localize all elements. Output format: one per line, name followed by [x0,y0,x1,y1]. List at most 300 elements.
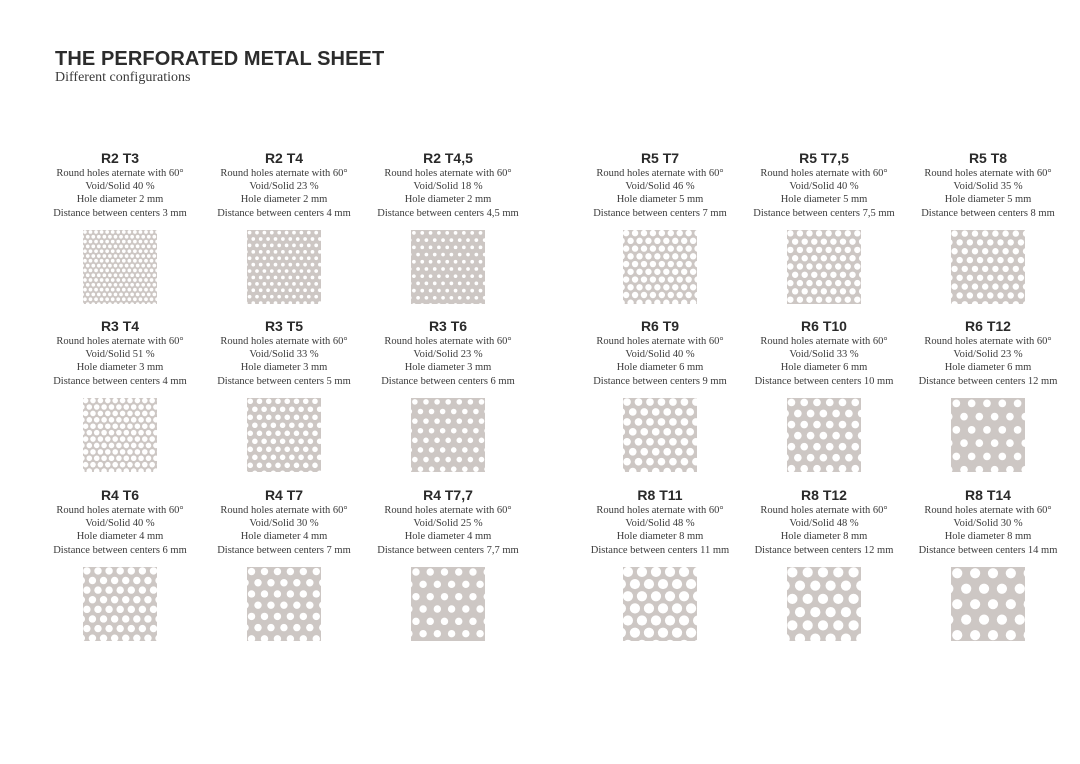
perforation-hole [429,231,433,235]
perforation-hole [144,615,151,622]
center-distance-text: Distance between centers 14 mm [918,544,1058,556]
perforation-hole [685,230,691,236]
perforation-hole [94,249,98,253]
perforation-hole [845,296,851,302]
perforation-hole [288,250,292,254]
perforation-hole [293,601,300,608]
perforation-hole [89,249,93,253]
perforation-hole [139,567,146,574]
perforation-hole [806,263,812,269]
perforation-hole [122,230,126,234]
perforation-hole [116,268,120,272]
perforation-hole [247,446,253,452]
perforation-hole [105,410,111,416]
perforation-hole [274,275,278,279]
perforation-hole [266,430,272,436]
perforation-hole [668,230,674,236]
config-card [368,150,528,304]
perforation-hole [629,408,637,416]
perforation-hole [298,438,304,444]
perforation-hole [130,254,134,258]
perforation-hole [818,620,828,630]
perforation-hole [419,580,426,587]
perforation-hole [445,274,449,278]
perforation-hole [83,297,87,301]
perforation-hole [281,237,285,241]
perforation-hole [479,231,483,235]
perforation-hole [311,237,315,241]
perforation-hole [277,269,281,273]
perforation-hole [1008,257,1014,263]
perforation-hole [114,235,118,239]
perforation-hole [840,238,846,244]
perforation-hole [275,462,281,468]
perforation-hole [420,289,424,293]
perforation-hole [652,408,660,416]
perforation-hole [813,398,821,406]
config-code: R3 T4 [100,318,140,334]
perforation-hole [284,446,290,452]
perforation-hole [685,292,691,298]
perforation-hole [951,230,957,236]
perforation-hole [314,282,318,286]
perforation-hole [119,273,123,277]
perforation-hole [83,625,90,632]
perforation-hole [141,254,145,258]
perforation-hole [637,567,647,577]
perforation-hole [152,273,156,277]
perforation-hole [1015,614,1025,624]
perforation-hole [101,404,107,410]
perforation-hole [255,282,259,286]
perforation-hole [418,409,424,415]
perforation-hole [658,398,666,406]
perforation-hole [141,283,145,287]
perforation-hole [285,231,289,235]
perforation-hole [284,462,290,468]
perforation-hole [312,398,318,404]
hole-arrangement-text: Round holes aternate with 60° [596,336,724,347]
config-code: R2 T4 [264,150,304,166]
perforation-hole [998,452,1006,460]
perforation-hole [646,438,654,446]
void-solid-ratio-text: Void/Solid 48 % [625,518,695,530]
perforation-hole [293,624,300,631]
perforation-hole [437,289,441,293]
perforation-hole [300,282,304,286]
perforation-hole [997,274,1003,280]
perforation-hole [623,398,631,406]
perforation-hole [277,295,281,299]
perforation-hole [266,398,272,404]
perforation-hole [672,268,678,274]
perforation-hole [475,281,479,285]
perforation-hole [83,586,90,593]
perforation-hole [462,231,466,235]
perforation-hole [825,280,831,286]
perforation-hole [136,254,140,258]
perforation-hole [150,586,157,593]
perforation-hole [841,607,851,617]
perforation-pattern [787,567,861,641]
void-solid-ratio-text: Void/Solid 48 % [789,518,859,530]
perforation-hole [285,256,289,260]
perforation-hole [263,231,267,235]
perforation-hole [300,256,304,260]
perforation-pattern [623,567,697,641]
perforation-hole [285,295,289,299]
perforation-hole [992,248,998,254]
void-solid-ratio-text: Void/Solid 23 % [413,349,483,361]
perforation-hole [800,398,808,406]
hole-arrangement-text: Round holes aternate with 60° [384,336,512,347]
perforation-hole [412,399,418,405]
perforation-hole [840,255,846,261]
perforation-hole [441,296,445,300]
perforation-hole [445,245,449,249]
perforation-hole [802,288,808,294]
perforation-hole [982,230,988,236]
perforation-hole [623,245,629,251]
perforation-hole [826,580,836,590]
perforation-hole [987,239,993,245]
perforation-hole [311,288,315,292]
perforation-hole [261,422,267,428]
perforation-hole [314,295,318,299]
perforation-hole [97,254,101,258]
perforation-hole [130,292,134,296]
perforation-hole [131,455,137,461]
perforation-hole [127,297,131,301]
perforation-hole [821,238,827,244]
perforation-hole [144,259,148,263]
perforation-hole [271,454,277,460]
perforation-hole [462,428,468,434]
perforation-hole [144,268,148,272]
config-code: R6 T12 [965,318,1011,334]
perforation-hole [83,259,87,263]
perforation-pattern [951,230,1025,304]
perforation-hole [116,278,120,282]
perforation-hole [972,266,978,272]
perforation-hole [136,292,140,296]
perforation-hole [86,273,90,277]
perforation-hole [135,449,141,455]
perforation-hole [972,230,978,236]
perforation-hole [665,591,675,601]
center-distance-text: Distance between centers 11 mm [590,544,730,556]
perforation-hole [992,283,998,289]
perforation-hole [254,579,261,586]
perforation-hole [94,404,100,410]
hole-diameter-text: Hole diameter 4 mm [240,531,328,543]
perforation-hole [663,268,669,274]
perforation-hole [127,462,133,468]
hole-arrangement-text: Round holes aternate with 60° [924,168,1052,179]
perforation-hole [833,567,843,577]
perforation-hole [150,230,154,234]
perforation-hole [1013,230,1019,236]
perforation-hole [970,599,980,609]
perforation-hole [650,245,656,251]
perforation-hole [1002,230,1008,236]
perforation-hole [105,449,111,455]
perforation-hole [98,423,104,429]
perforation-hole [668,261,674,267]
perforation-hole [806,230,812,236]
perforation-hole [94,278,98,282]
perforation-hole [263,269,267,273]
perforation-hole [418,447,424,453]
perforation-hole [89,577,96,584]
perforation-hole [257,430,263,436]
perforation-hole [849,594,859,604]
perforation-hole [116,288,120,292]
perforation-hole [135,462,141,468]
perforation-hole [797,296,803,302]
perforation-hole [311,250,315,254]
perforation-hole [1015,583,1025,593]
perforation-hole [94,567,101,574]
perforation-hole [623,567,633,577]
perforation-hole [90,462,96,468]
perforation-hole [813,443,821,451]
perforation-hole [429,274,433,278]
perforation-hole [116,259,120,263]
perforation-hole [470,231,474,235]
perforation-hole [445,457,451,463]
perforation-hole [83,449,88,455]
perforation-hole [454,245,458,249]
perforation-hole [419,605,426,612]
perforation-hole [434,399,440,405]
perforation-hole [289,422,295,428]
perforation-hole [681,237,687,243]
perforation-hole [441,253,445,257]
perforation-hole [139,230,143,234]
perforation-hole [849,255,855,261]
perforation-hole [835,280,841,286]
hole-arrangement-text: Round holes aternate with 60° [384,505,512,516]
perforation-hole [802,255,808,261]
perforation-hole [679,567,689,577]
perforation-hole [659,292,665,298]
perforation-hole [468,437,474,443]
void-solid-ratio-text: Void/Solid 51 % [85,349,155,361]
perforation-hole [420,245,424,249]
perforation-hole [820,432,828,440]
perforation-hole [462,605,469,612]
hole-diameter-text: Hole diameter 2 mm [404,194,492,206]
perforation-hole [416,253,420,257]
perforation-hole [312,414,318,420]
perforation-hole [423,437,429,443]
perforation-hole [636,237,642,243]
perforation-hole [94,240,98,244]
perforation-hole [830,255,836,261]
perforation-hole [951,266,957,272]
hole-diameter-text: Hole diameter 6 mm [780,362,868,374]
perforation-hole [646,398,654,406]
perforation-hole [108,273,112,277]
perforation-hole [810,580,820,590]
perforation-hole [116,567,123,574]
perforation-hole [86,292,90,296]
perforation-hole [251,275,255,279]
config-card [204,150,364,304]
perforation-hole [429,245,433,249]
perforation-hole [646,418,654,426]
perforation-hole [251,288,255,292]
perforation-hole [116,240,120,244]
perforation-hole [840,288,846,294]
void-solid-ratio-text: Void/Solid 33 % [249,349,319,361]
perforation-hole [146,417,152,423]
perforation-hole [280,624,287,631]
perforation-hole [454,274,458,278]
perforation-hole [255,243,259,247]
perforation-hole [1014,452,1022,460]
config-code: R8 T11 [637,487,683,503]
perforation-hole [130,244,134,248]
perforation-hole [1006,599,1016,609]
perforation-hole [87,430,93,436]
perforation-hole [307,231,311,235]
perforation-hole [433,296,437,300]
perforation-hole [637,591,647,601]
perforation-hole [111,268,115,272]
perforation-hole [833,594,843,604]
perforation-hole [266,288,270,292]
perforation-hole [960,413,968,421]
perforation-hole [83,249,87,253]
perforation-hole [839,443,847,451]
perforation-hole [434,630,441,637]
perforation-hole [139,288,143,292]
perforation-hole [314,256,318,260]
perforation-hole [681,438,689,446]
perforation-hole [303,275,307,279]
perforation-hole [280,601,287,608]
perforation-hole [475,238,479,242]
perforation-hole [644,627,654,637]
perforation-hole [94,297,98,301]
perforation-hole [280,579,287,586]
perforation-hole [968,399,976,407]
hole-diameter-text: Hole diameter 3 mm [240,362,328,374]
perforation-hole [142,462,148,468]
perforation-hole [997,614,1007,624]
perforation-hole [98,410,104,416]
perforation-hole [294,414,300,420]
perforation-hole [150,278,154,282]
perforation-hole [149,462,155,468]
perforation-hole [1008,292,1014,298]
perforation-hole [811,255,817,261]
perforation-hole [677,245,683,251]
perforation-hole [425,267,429,271]
perforation-hole [90,436,96,442]
perforation-hole [259,250,263,254]
perforation-hole [445,260,449,264]
perforation-hole [663,448,671,456]
perforation-hole [109,455,115,461]
perforation-hole [114,254,118,258]
perforation-hole [281,288,285,292]
perforation-hole [665,615,675,625]
perforation-hole [307,269,311,273]
perforation-hole [127,259,131,263]
perforation-hole [797,230,803,236]
perforation-hole [133,230,137,234]
perforation-hole [111,577,118,584]
perforation-hole [473,409,479,415]
perforation-hole [300,269,304,273]
perforation-hole [437,274,441,278]
perforation-hole [101,417,107,423]
perforation-hole [961,583,971,593]
perforation-hole [105,398,111,403]
perforation-hole [635,458,643,466]
perforation-hole [627,284,633,290]
config-card [580,318,740,472]
perforation-hole [441,593,448,600]
perforation-hole [303,414,309,420]
perforation-hole [641,276,647,282]
perforation-hole [133,259,137,263]
perforation-hole [136,283,140,287]
perforation-hole [152,244,156,248]
perforation-hole [466,267,470,271]
perforation-hole [105,423,111,429]
perforation-hole [811,288,817,294]
perforation-hole [300,568,307,575]
perforation-hole [146,404,152,410]
perforation-hole [108,254,112,258]
perforation-hole [992,230,998,236]
perforation-hole [86,244,90,248]
perforation-hole [458,267,462,271]
perforation-hole [259,288,263,292]
perforation-hole [623,261,629,267]
perforation-hole [654,268,660,274]
perforation-hole [152,235,156,239]
perforation-hole [445,418,451,424]
perforation-hole [150,605,157,612]
perforation-hole [257,446,263,452]
perforation-hole [960,439,968,447]
perforation-hole [434,580,441,587]
perforation-hole [142,436,148,442]
perforation-hole [292,295,296,299]
perforation-hole [124,417,130,423]
perforation-hole [133,615,140,622]
perforation-hole [247,398,253,404]
perforation-hole [1002,266,1008,272]
perforation-hole [429,447,435,453]
perforation-hole [144,249,148,253]
perforation-hole [100,288,104,292]
perforation-hole [972,283,978,289]
config-card [204,318,364,472]
perforation-hole [794,454,802,462]
perforation-hole [665,567,675,577]
perforation-hole [677,292,683,298]
perforation-hole [144,230,148,234]
perforation-hole [1018,239,1024,245]
perforation-hole [133,278,137,282]
perforation-hole [91,235,95,239]
